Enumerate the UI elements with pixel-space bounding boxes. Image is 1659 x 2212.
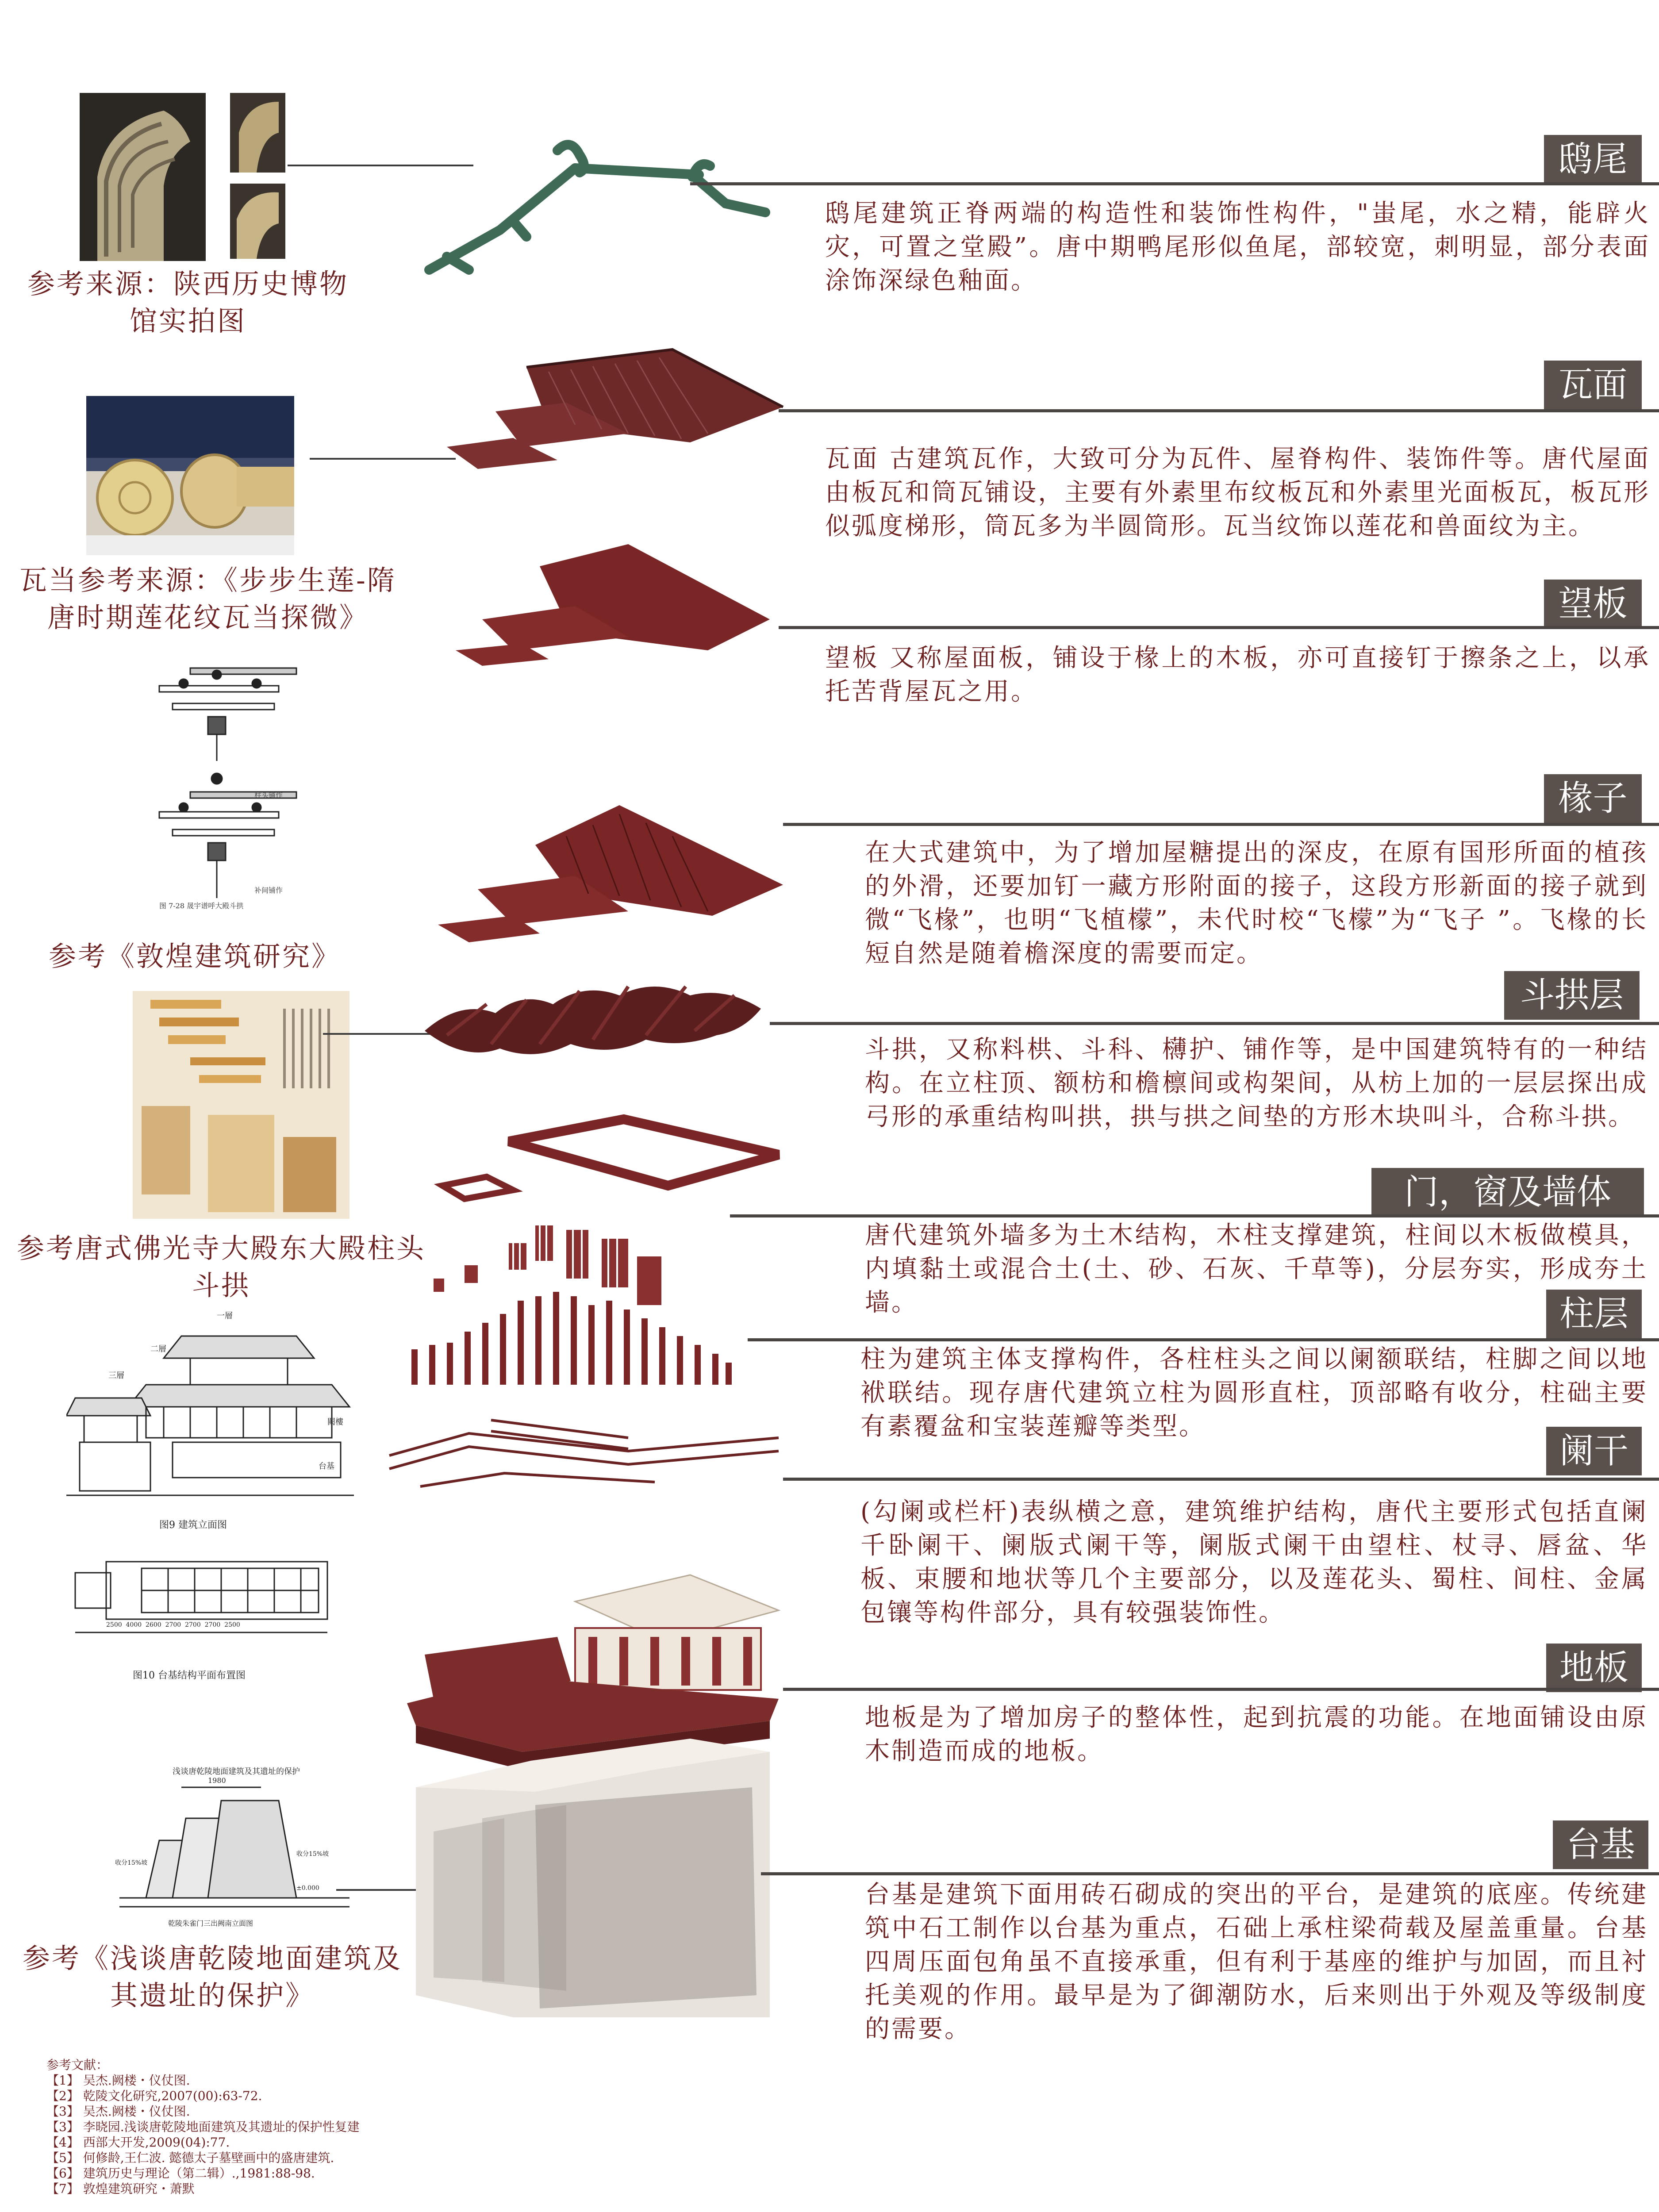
caption-wadang-source: 瓦当参考来源：《步步生莲-隋唐时期莲花纹瓦当探微》 bbox=[19, 564, 396, 634]
floor-frame-model bbox=[442, 1119, 779, 1199]
dougong-label-b: 补间铺作 bbox=[254, 886, 283, 895]
desc-chuanzi: 在大式建筑中，为了增加屋糖提出的深皮，在原有国形所面的植孩的外滑，还要加钉一藏方形附面的接子，这段方形新面的接子就到微“飞椽”，也明“飞植檬”，未代时校“飞檬”为“飞子 ”。飞椽的长短自然是随着檐深度的需要而定。 bbox=[865, 838, 1648, 968]
caption-dunhuang: 参考《敦煌建筑研究》 bbox=[48, 940, 341, 972]
divider-taiji bbox=[761, 1872, 1659, 1875]
desc-menchuang: 唐代建筑外墙多为土木结构，木柱支撑建筑，柱间以木板做模具，内填黏土或混合土(土、砂、石灰、千草等)，分层夯实，形成夯土墙。 bbox=[865, 1221, 1648, 1317]
references-list bbox=[46, 2057, 445, 2197]
foguangsi-reference bbox=[133, 991, 349, 1219]
reference-item: 【3】 吴杰.阙楼・仪仗图. bbox=[46, 2104, 190, 2119]
tag-taiji: 台基 bbox=[1553, 1820, 1648, 1869]
tile-roof-model bbox=[447, 349, 783, 469]
desc-diban: 地板是为了增加房子的整体性，起到抗震的功能。在地面铺设由原木制造而成的地板。 bbox=[865, 1703, 1648, 1766]
divider-dougong bbox=[770, 1022, 1659, 1025]
dougong-label-a: 柱头铺作 bbox=[254, 791, 283, 799]
divider-chuanzi bbox=[783, 823, 1659, 826]
section-title: 浅谈唐乾陵地面建筑及其遗址的保护 bbox=[173, 1767, 300, 1776]
desc-langan: (勾阑或栏杆)表纵横之意，建筑维护结构，唐代主要形式包括直阑千卧阑干、阑版式阑干等，阑版式阑干由望柱、杖寻、唇盆、华板、束腰和地状等几个主要部分，以及莲花头、蜀柱、间柱、金属包镶等构件部分，具有较强装饰性。 bbox=[860, 1498, 1648, 1627]
chiwei-photo-top bbox=[230, 93, 285, 173]
plan-drawing bbox=[62, 1548, 336, 1650]
divider-menchuang bbox=[730, 1214, 1659, 1217]
section-drawing bbox=[115, 1765, 349, 1933]
caption-foguangsi: 参考唐式佛光寺大殿东大殿柱头斗拱 bbox=[16, 1232, 426, 1302]
caption-qianling: 参考《浅谈唐乾陵地面建筑及其遗址的保护》 bbox=[22, 1942, 402, 2012]
reference-item: 【5】 何修龄,王仁波. 懿德太子墓壁画中的盛唐建筑. bbox=[46, 2151, 334, 2165]
column-layer-model bbox=[411, 1292, 732, 1385]
chiwei-photo-large bbox=[80, 93, 206, 261]
section-left-note: 收分15%坡 bbox=[115, 1859, 148, 1866]
desc-wamian: 瓦面 古建筑瓦作，大致可分为瓦件、屋脊构件、装饰件等。唐代屋面由板瓦和筒瓦铺设，主要有外素里布纹板瓦和外素里光面板瓦，板瓦形似弧度梯形，筒瓦多为半圆筒形。瓦当纹饰以莲花和兽面纹为主。 bbox=[825, 445, 1650, 541]
caption-chiwei-source: 参考来源：陕西历史博物馆实拍图 bbox=[27, 268, 349, 337]
wangban-roof-model bbox=[456, 544, 770, 666]
desc-chiwei: 鸱尾建筑正脊两端的构造性和装饰性构件，"蚩尾，水之精，能辟火灾，可置之堂殿”。唐中期鸭尾形似鱼尾，部较宽，刺明显，部分表面涂饰深绿色釉面。 bbox=[825, 199, 1650, 295]
chiwei-ridge-model bbox=[429, 145, 765, 270]
divider-wangban bbox=[779, 626, 1659, 629]
building-floor-model bbox=[407, 1575, 779, 1770]
reference-item: 【1】 吴杰.阙楼・仪仗图. bbox=[46, 2073, 190, 2088]
divider-chiwei bbox=[690, 182, 1659, 185]
dougong-layer-model bbox=[425, 987, 761, 1054]
stone-platform-model bbox=[416, 1739, 770, 2017]
elev-label-3: 三層 bbox=[108, 1371, 124, 1380]
elev-label-1: 一層 bbox=[217, 1311, 233, 1321]
chiwei-photo-bottom bbox=[230, 184, 285, 259]
fig9-caption: 图9 建筑立面图 bbox=[159, 1520, 227, 1531]
tag-zhuceng: 柱层 bbox=[1546, 1290, 1642, 1338]
divider-zhuceng bbox=[748, 1338, 1659, 1341]
divider-wamian bbox=[779, 409, 1659, 412]
plan-dims: 2500 4000 2600 2700 2700 2700 2500 bbox=[106, 1621, 240, 1628]
section-dim: 1980 bbox=[208, 1776, 226, 1785]
tag-wangban: 望板 bbox=[1544, 580, 1642, 628]
wadang-photo bbox=[86, 396, 294, 555]
elev-label-base: 台基 bbox=[319, 1462, 334, 1471]
reference-item: 【7】 敦煌建筑研究・萧默 bbox=[46, 2181, 195, 2196]
tag-chiwei: 鸱尾 bbox=[1544, 135, 1642, 184]
balustrade-model bbox=[389, 1420, 779, 1486]
tag-diban: 地板 bbox=[1546, 1644, 1642, 1692]
desc-taiji: 台基是建筑下面用砖石砌成的突出的平台，是建筑的底座。传统建筑中石工制作以台基为重点，石础上承柱梁荷载及屋盖重量。台基四周压面包角虽不直接承重，但有利于基座的维护与加固，而且衬托美观的作用。最早是为了御潮防水，后来则出于外观及等级制度的需要。 bbox=[865, 1880, 1648, 2043]
desc-dougong: 斗拱，又称料栱、斗科、欂护、铺作等，是中国建筑特有的一种结构。在立柱顶、额枋和檐檩间或构架间，从枋上加的一层层探出成弓形的承重结构叫拱，拱与拱之间垫的方形木块叫斗，合称斗拱。 bbox=[865, 1035, 1648, 1131]
fig-7-28-caption: 图 7-28 晟宇谱呼大殿斗拱 bbox=[159, 902, 244, 910]
divider-diban bbox=[783, 1688, 1659, 1691]
desc-wangban: 望板 又称屋面板，铺设于椽上的木板，亦可直接钉于擦条之上，以承托苦背屋瓦之用。 bbox=[825, 644, 1650, 706]
reference-item: 【6】 建筑历史与理论（第二辑）.,1981:88-98. bbox=[46, 2166, 315, 2181]
tag-chuanzi: 椽子 bbox=[1544, 774, 1642, 823]
rafter-roof-model bbox=[438, 805, 783, 942]
tag-langan: 阑干 bbox=[1546, 1427, 1642, 1475]
tag-menchuang: 门，窗及墙体 bbox=[1371, 1168, 1644, 1217]
dougong-drawing bbox=[133, 659, 332, 910]
reference-item: 【2】 乾陵文化研究,2007(00):63-72. bbox=[46, 2089, 262, 2103]
section-caption: 乾陵朱雀门三出阙南立面图 bbox=[168, 1919, 253, 1928]
references-title: 参考文献： bbox=[46, 2058, 109, 2072]
elevation-drawing bbox=[66, 1310, 354, 1517]
tag-wamian: 瓦面 bbox=[1544, 361, 1642, 409]
reference-item: 【3】 李晓园.浅谈唐乾陵地面建筑及其遗址的保护性复建 bbox=[46, 2120, 360, 2134]
door-window-wall-model bbox=[434, 1225, 661, 1305]
tag-dougong: 斗拱层 bbox=[1504, 971, 1640, 1020]
section-base-note: ±0.000 bbox=[296, 1885, 319, 1892]
elev-label-que: 闕樓 bbox=[327, 1417, 343, 1427]
section-right-note: 收分15%坡 bbox=[296, 1851, 329, 1858]
reference-item: 【4】 西部大开发,2009(04):77. bbox=[46, 2135, 230, 2150]
elev-label-2: 二層 bbox=[150, 1344, 166, 1354]
fig10-caption: 图10 台基结构平面布置图 bbox=[133, 1670, 246, 1681]
desc-zhuceng: 柱为建筑主体支撑构件，各柱柱头之间以阑额联结，柱脚之间以地袱联结。现存唐代建筑立柱为圆形直柱，顶部略有收分，柱础主要有素覆盆和宝装莲瓣等类型。 bbox=[860, 1345, 1648, 1441]
exploded-axonometric-model bbox=[380, 124, 823, 2026]
divider-langan bbox=[783, 1478, 1659, 1481]
